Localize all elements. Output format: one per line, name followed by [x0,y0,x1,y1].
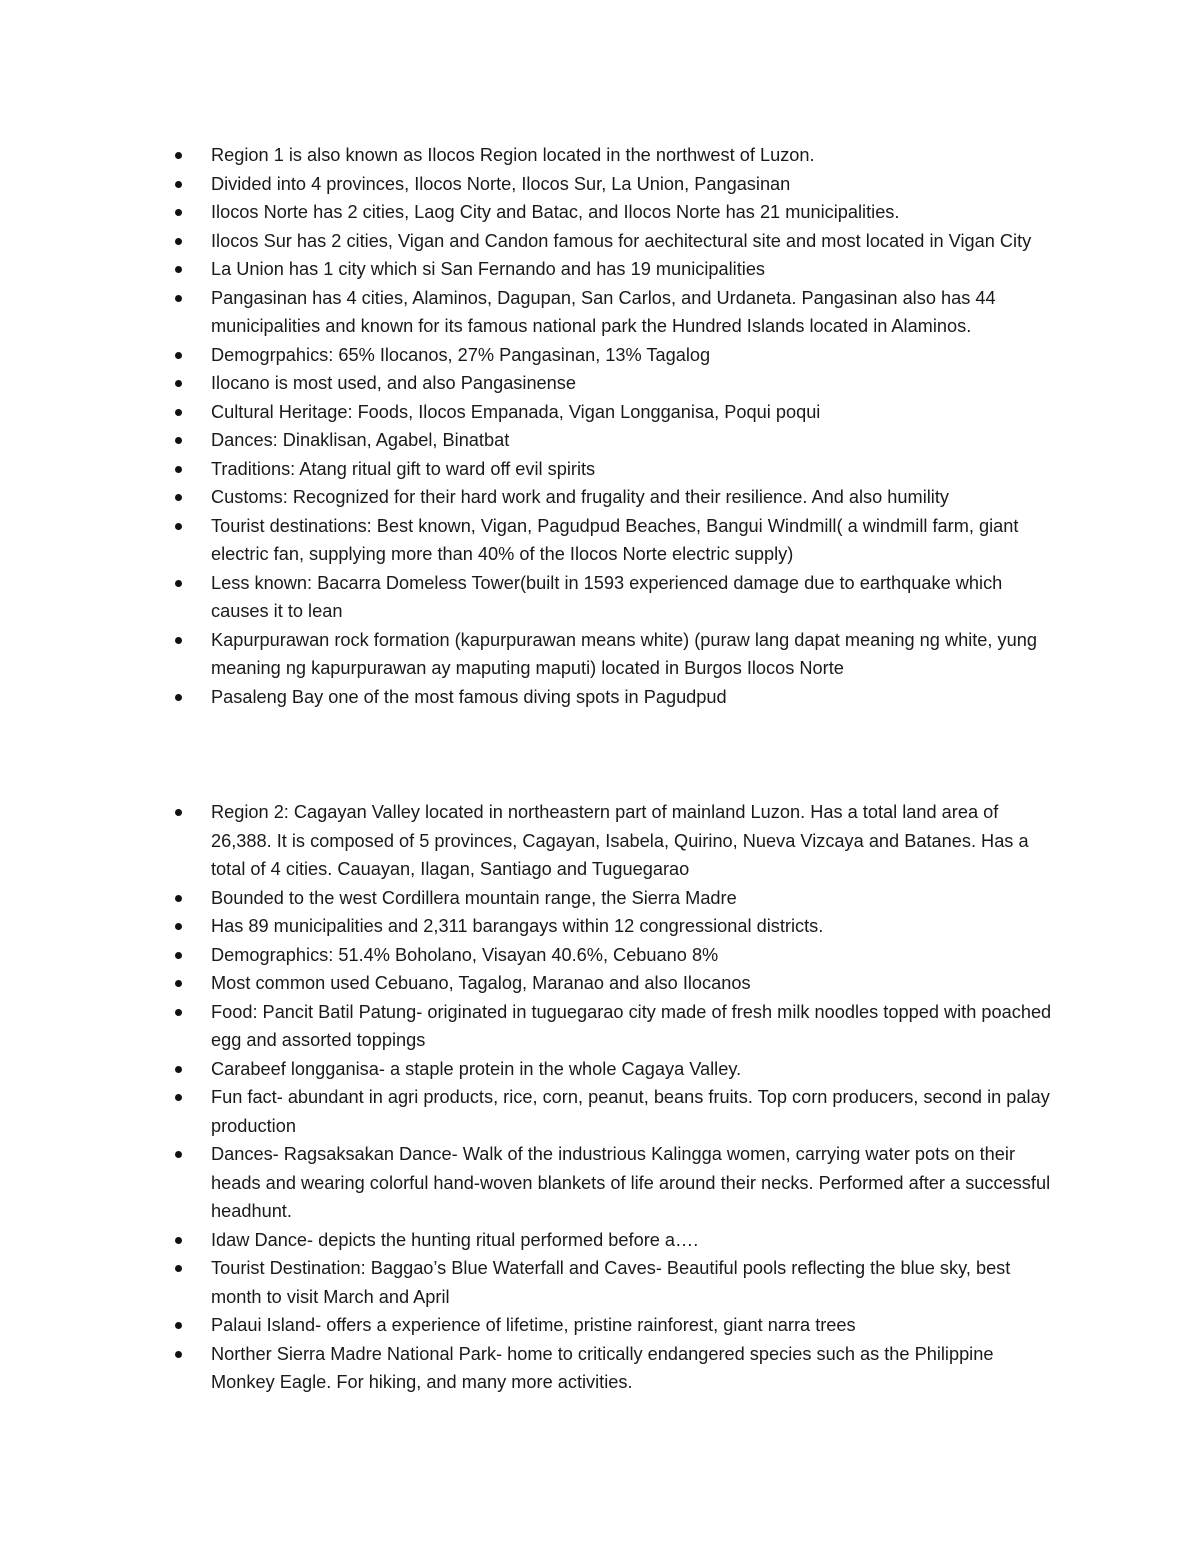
list-item-text: Dances- Ragsaksakan Dance- Walk of the industrious Kalingga women, carrying water pots on their heads and wearing colorful hand-woven blankets of life around their necks. Performed after a successful headhunt. [211,1144,1051,1221]
list-item-text: Pasaleng Bay one of the most famous diving spots in Pagudpud [211,686,727,707]
list-item-text: Most common used Cebuano, Tagalog, Maranao and also Ilocanos [211,973,751,993]
list-item [0,1311,1061,1340]
list-item [0,1055,1061,1084]
list-item-text: Less known: Bacarra Domeless Tower(built in 1593 experienced damage due to earthquake which causes it to lean [211,572,1003,621]
list-item [0,170,1061,199]
list-item [0,798,1061,884]
list-item-text: Carabeef longganisa- a staple protein in the whole Cagaya Valley. [211,1058,742,1079]
list-item-text: Cultural Heritage: Foods, Ilocos Empanada, Vigan Longganisa, Poqui poqui [211,401,821,422]
list-item-text: Has 89 municipalities and 2,311 barangays within 12 congressional districts. [211,916,824,936]
bullet-icon [175,637,182,644]
bullet-icon [175,409,182,416]
list-item [0,884,1061,913]
list-item [0,1254,1061,1311]
bullet-icon [175,952,182,959]
list-item [0,969,1061,998]
bullet-icon [175,352,182,359]
list-item [0,998,1061,1055]
list-item [0,255,1061,284]
list-item-text: Kapurpurawan rock formation (kapurpurawan means white) (puraw lang dapat meaning ng white, yung meaning ng kapurpurawan ay maputing maputi) located in Burgos Ilocos Norte [211,629,1037,678]
bullet-icon [175,466,182,473]
list-item [0,455,1061,484]
list-item [0,141,1061,170]
list-item-text: Fun fact- abundant in agri products, rice, corn, peanut, beans fruits. Top corn producers, second in palay production [211,1087,1050,1136]
list-item-text: Norther Sierra Madre National Park- home to critically endangered species such as the Philippine Monkey Eagle. For hiking, and many more activities. [211,1343,994,1392]
list-item-text: Pangasinan has 4 cities, Alaminos, Dagupan, San Carlos, and Urdaneta. Pangasinan also has 44 municipalities and known for its famous national park the Hundred Islands located in Alaminos. [211,287,996,336]
bullet-icon [175,437,182,444]
bullet-icon [175,266,182,273]
bullet-icon [175,181,182,188]
list-item-text: Tourist Destination: Baggao’s Blue Waterfall and Caves- Beautiful pools reflecting the blue sky, best month to visit March and April [211,1258,1011,1307]
bullet-icon [175,238,182,245]
region1-bullet-list [0,141,1200,711]
list-item-text: Customs: Recognized for their hard work and frugality and their resilience. And also humility [211,487,949,507]
list-item [0,1083,1061,1140]
list-item [0,284,1061,341]
list-item-text: Food: Pancit Batil Patung- originated in tuguegarao city made of fresh milk noodles topped with poached egg and assorted toppings [211,1001,1052,1050]
list-item [0,941,1061,970]
list-item [0,227,1061,256]
list-item-text: La Union has 1 city which si San Fernando and has 19 municipalities [211,259,766,279]
list-item-text: Ilocos Norte has 2 cities, Laog City and Batac, and Ilocos Norte has 21 municipalities. [211,202,900,222]
list-item-text: Demographics: 51.4% Boholano, Visayan 40.6%, Cebuano 8% [211,944,719,965]
bullet-icon [175,980,182,987]
list-item [0,426,1061,455]
bullet-icon [175,494,182,501]
list-item-text: Divided into 4 provinces, Ilocos Norte, Ilocos Sur, La Union, Pangasinan [211,173,791,194]
bullet-icon [175,295,182,302]
bullet-icon [175,1265,182,1272]
bullet-icon [175,152,182,159]
list-item-text: Region 1 is also known as Ilocos Region located in the northwest of Luzon. [211,145,815,165]
list-item-text: Idaw Dance- depicts the hunting ritual performed before a…. [211,1229,699,1250]
bullet-icon [175,1237,182,1244]
bullet-icon [175,209,182,216]
bullet-icon [175,923,182,930]
bullet-icon [175,1009,182,1016]
list-item-text: Bounded to the west Cordillera mountain range, the Sierra Madre [211,887,737,908]
list-item-text: Dances: Dinaklisan, Agabel, Binatbat [211,430,510,450]
bullet-icon [175,1351,182,1358]
list-item-text: Demogrpahics: 65% Ilocanos, 27% Pangasinan, 13% Tagalog [211,344,711,365]
bullet-icon [175,523,182,530]
list-item [0,626,1061,683]
list-item-text: Palaui Island- offers a experience of lifetime, pristine rainforest, giant narra trees [211,1315,856,1335]
list-item [0,483,1061,512]
list-item [0,912,1061,941]
bullet-icon [175,380,182,387]
bullet-icon [175,694,182,701]
bullet-icon [175,1066,182,1073]
list-item [0,512,1061,569]
bullet-icon [175,1094,182,1101]
region2-bullet-list [0,798,1200,1397]
bullet-icon [175,580,182,587]
list-item [0,569,1061,626]
list-item [0,683,1061,712]
bullet-icon [175,1322,182,1329]
bullet-icon [175,1151,182,1158]
bullet-icon [175,809,182,816]
list-item [0,1226,1061,1255]
list-item-text: Ilocos Sur has 2 cities, Vigan and Candon famous for aechitectural site and most located in Vigan City [211,230,1032,251]
list-item [0,398,1061,427]
list-item [0,1340,1061,1397]
list-item-text: Traditions: Atang ritual gift to ward off evil spirits [211,458,596,479]
list-item [0,369,1061,398]
list-item-text: Region 2: Cagayan Valley located in northeastern part of mainland Luzon. Has a total land area of 26,388. It is composed of 5 provinces, Cagayan, Isabela, Quirino, Nueva Vizcaya and Batanes. Has a total of 4 cities. Cauayan, Ilagan, Santiago and Tuguegarao [211,802,1029,879]
list-item [0,1140,1061,1226]
list-item-text: Ilocano is most used, and also Pangasinense [211,373,576,393]
list-item-text: Tourist destinations: Best known, Vigan, Pagudpud Beaches, Bangui Windmill( a windmill farm, giant electric fan, supplying more than 40% of the Ilocos Norte electric supply) [211,515,1019,564]
list-item [0,198,1061,227]
bullet-icon [175,895,182,902]
list-item [0,341,1061,370]
